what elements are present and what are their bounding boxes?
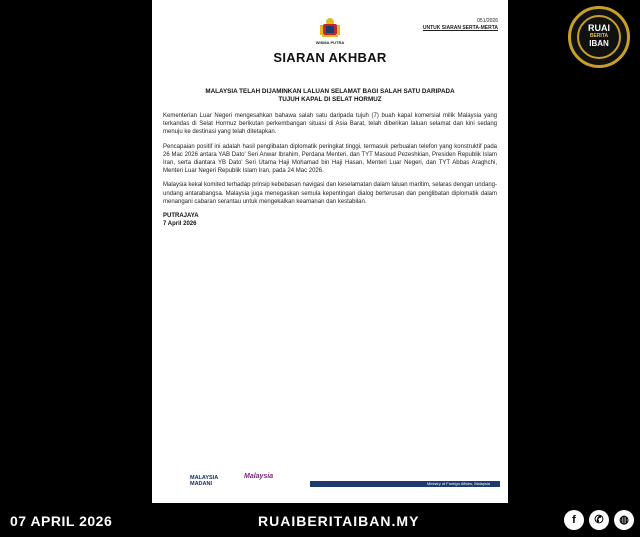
document-footer bbox=[160, 473, 500, 493]
visit-malaysia-logo: Malaysia bbox=[244, 473, 274, 480]
subject-line-1: MALAYSIA TELAH DIJAMINKAN LALUAN SELAMAT BAGI SALAH SATU DARIPADA bbox=[205, 88, 455, 95]
footer-ministry: Ministry of Foreign Affairs, Malaysia bbox=[426, 481, 490, 486]
malaysia-madani-logo: MALAYSIA MADANI bbox=[190, 475, 219, 487]
whatsapp-icon[interactable]: ✆ bbox=[589, 510, 609, 530]
paragraph-1: Kementerian Luar Negeri mengesahkan bahawa salah satu daripada tujuh (7) buah kapal komersial milik Malaysia yang terkandas di Selat Hormuz berikutan perkembangan situasi di Asia Barat, telah diberikan laluan selamat dan kini sedang menuju ke destinasi yang telah ditetapkan. bbox=[163, 113, 497, 136]
malaysia-crest-icon bbox=[317, 14, 343, 40]
globe-icon[interactable]: ◍ bbox=[614, 510, 634, 530]
place: PUTRAJAYA bbox=[163, 213, 199, 220]
badge-line-2: BERITA bbox=[589, 33, 609, 39]
bottom-bar bbox=[0, 503, 640, 537]
site-url[interactable]: RUAIBERITAIBAN.MY bbox=[258, 513, 420, 529]
paragraph-3: Malaysia kekal komited terhadap prinsip kebebasan navigasi dan keselamatan dalam laluan maritim, selaras dengan undang-undang antarabangsa. Malaysia juga menegaskan semula kepentingan dialog berterusan dan penglibatan diplomatik dalam menangani cabaran serantau untuk mengekalkan keamanan dan kestabilan. bbox=[163, 182, 497, 205]
subject-heading bbox=[170, 88, 490, 104]
crest-label: WISMA PUTRA bbox=[315, 40, 345, 45]
reference-number: 051/2026 bbox=[477, 18, 498, 24]
ruai-berita-iban-logo bbox=[568, 6, 630, 68]
reference-block bbox=[423, 18, 498, 32]
page-title: SIARAN AKHBAR bbox=[273, 50, 387, 65]
facebook-icon[interactable]: f bbox=[564, 510, 584, 530]
badge-line-1: RUAI bbox=[588, 23, 610, 33]
press-release-document bbox=[152, 0, 508, 503]
release-note: UNTUK SIARAN SERTA-MERTA bbox=[422, 25, 498, 31]
paragraph-2: Pencapaian positif ini adalah hasil penglibatan diplomatik peringkat tinggi, termasuk perbualan telefon yang konstruktif pada 26 Mac 2026 antara YAB Dato' Seri Anwar Ibrahim, Perdana Menteri, dan TYT Masoud Pezeshkian, Presiden Republik Islam Iran, serta diantara YB Dato' Seri Utama Haji Mohamad bin Haji Hasan, Menteri Luar Negeri, dan TYT Abbas Araghchi, Menteri Luar Negeri Republik Islam Iran, pada 24 Mac 2026. bbox=[163, 143, 497, 175]
document-date: 7 April 2026 bbox=[163, 221, 197, 228]
document-body bbox=[163, 112, 497, 228]
subject-line-2: TUJUH KAPAL DI SELAT HORMUZ bbox=[278, 96, 382, 103]
post-date: 07 APRIL 2026 bbox=[10, 513, 113, 529]
badge-line-3: IBAN bbox=[589, 39, 609, 48]
